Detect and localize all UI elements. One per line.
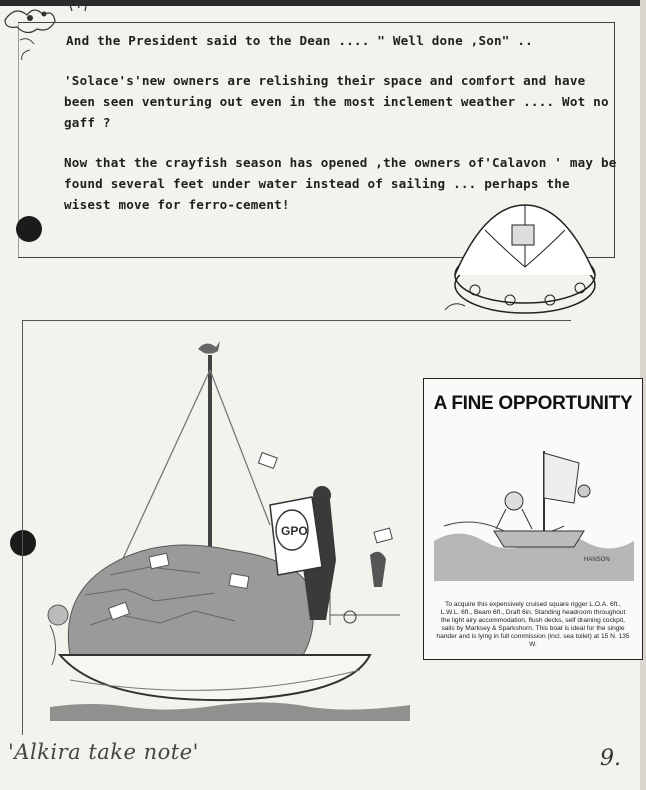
- mail-boat-cartoon: [30, 325, 430, 735]
- gossip-paragraph-president: And the President said to the Dean .... " Well done ,Son" ..: [66, 33, 533, 48]
- binder-hole: [16, 216, 42, 242]
- clipping-body: To acquire this expensively cruised square rigger L.O.A. 6ft., L.W.L. 6ft., Beam 6ft., Draft 6in. Standing headroom throughout the light airy accommodation, flush decks, self draining cockpit, sails by Marksey & Sparkshorn. This boat is ideal for the single hander and is lying in full commission (incl. sea toilet) at 15 N. 135 W.: [436, 601, 630, 648]
- clipping-signature: HANSON: [584, 557, 610, 563]
- fine-opportunity-clipping: [423, 378, 643, 660]
- clipping-cartoon: [434, 431, 634, 581]
- sack-label: GPO: [281, 524, 308, 538]
- gossip-paragraph-calavon: Now that the crayfish season has opened ,the owners of'Calavon ' may be found several feet under water instead of sailing ... perhaps the wisest move for ferro-cement!: [64, 155, 617, 212]
- page-number: 9.: [600, 746, 621, 771]
- clipping-title: A FINE OPPORTUNITY: [433, 393, 633, 414]
- handwritten-note: 'Alkira take note': [8, 740, 199, 764]
- life-raft-sketch: [440, 200, 610, 320]
- gossip-paragraph-solace: 'Solace's'new owners are relishing their space and comfort and have been seen venturing out even in the most inclement weather .... Wot no gaff ?: [64, 73, 609, 130]
